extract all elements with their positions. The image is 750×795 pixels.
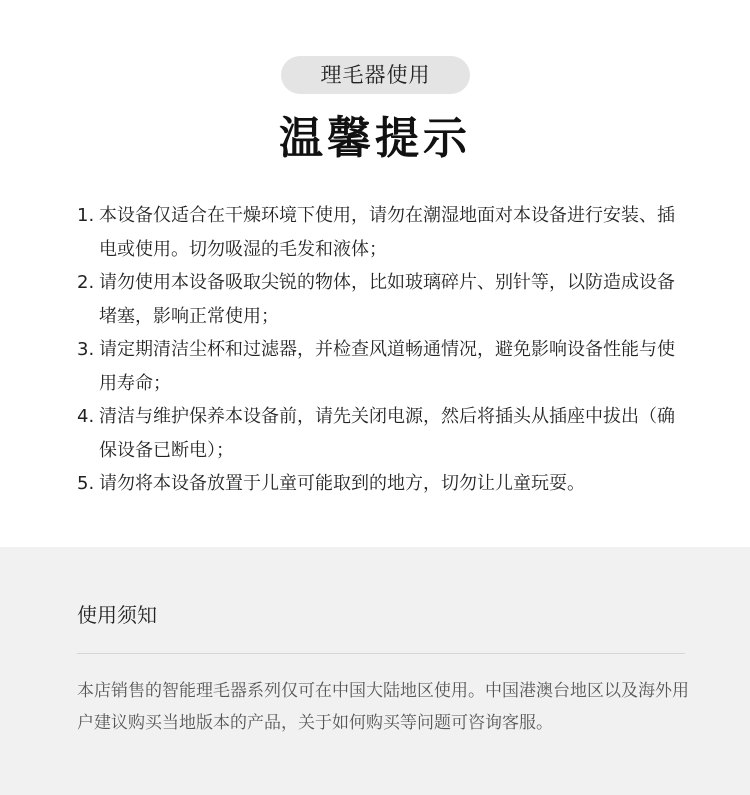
tip-text: 请勿将本设备放置于儿童可能取到的地方，切勿让儿童玩耍。 xyxy=(99,473,585,494)
tip-text: 清洁与维护保养本设备前，请先关闭电源，然后将插头从插座中拔出（确保设备已断电）； xyxy=(99,406,675,461)
tip-number: 3. xyxy=(77,339,95,360)
divider xyxy=(77,653,685,654)
tip-item xyxy=(77,266,677,333)
tips-list xyxy=(77,199,677,501)
notice-section xyxy=(0,547,750,795)
page-title: 温馨提示 xyxy=(279,113,471,164)
tip-text: 请勿使用本设备吸取尖锐的物体，比如玻璃碎片、别针等，以防造成设备堵塞，影响正常使用； xyxy=(99,272,675,327)
tip-item xyxy=(77,400,677,467)
tip-text: 请定期清洁尘杯和过滤器，并检查风道畅通情况，避免影响设备性能与使用寿命； xyxy=(99,339,675,394)
tip-number: 5. xyxy=(77,473,95,494)
notice-body: 本店销售的智能理毛器系列仅可在中国大陆地区使用。中国港澳台地区以及海外用户建议购买当地版本的产品，关于如何购买等问题可咨询客服。 xyxy=(77,681,689,733)
tip-item xyxy=(77,199,677,266)
tip-number: 4. xyxy=(77,406,95,427)
tip-text: 本设备仅适合在干燥环境下使用，请勿在潮湿地面对本设备进行安装、插电或使用。切勿吸湿的毛发和液体； xyxy=(99,205,675,260)
notice-title: 使用须知 xyxy=(77,603,157,627)
tip-item xyxy=(77,333,677,400)
tip-item xyxy=(77,467,677,501)
tip-number: 1. xyxy=(77,205,95,226)
tip-number: 2. xyxy=(77,272,95,293)
category-badge: 理毛器使用 xyxy=(281,56,470,94)
